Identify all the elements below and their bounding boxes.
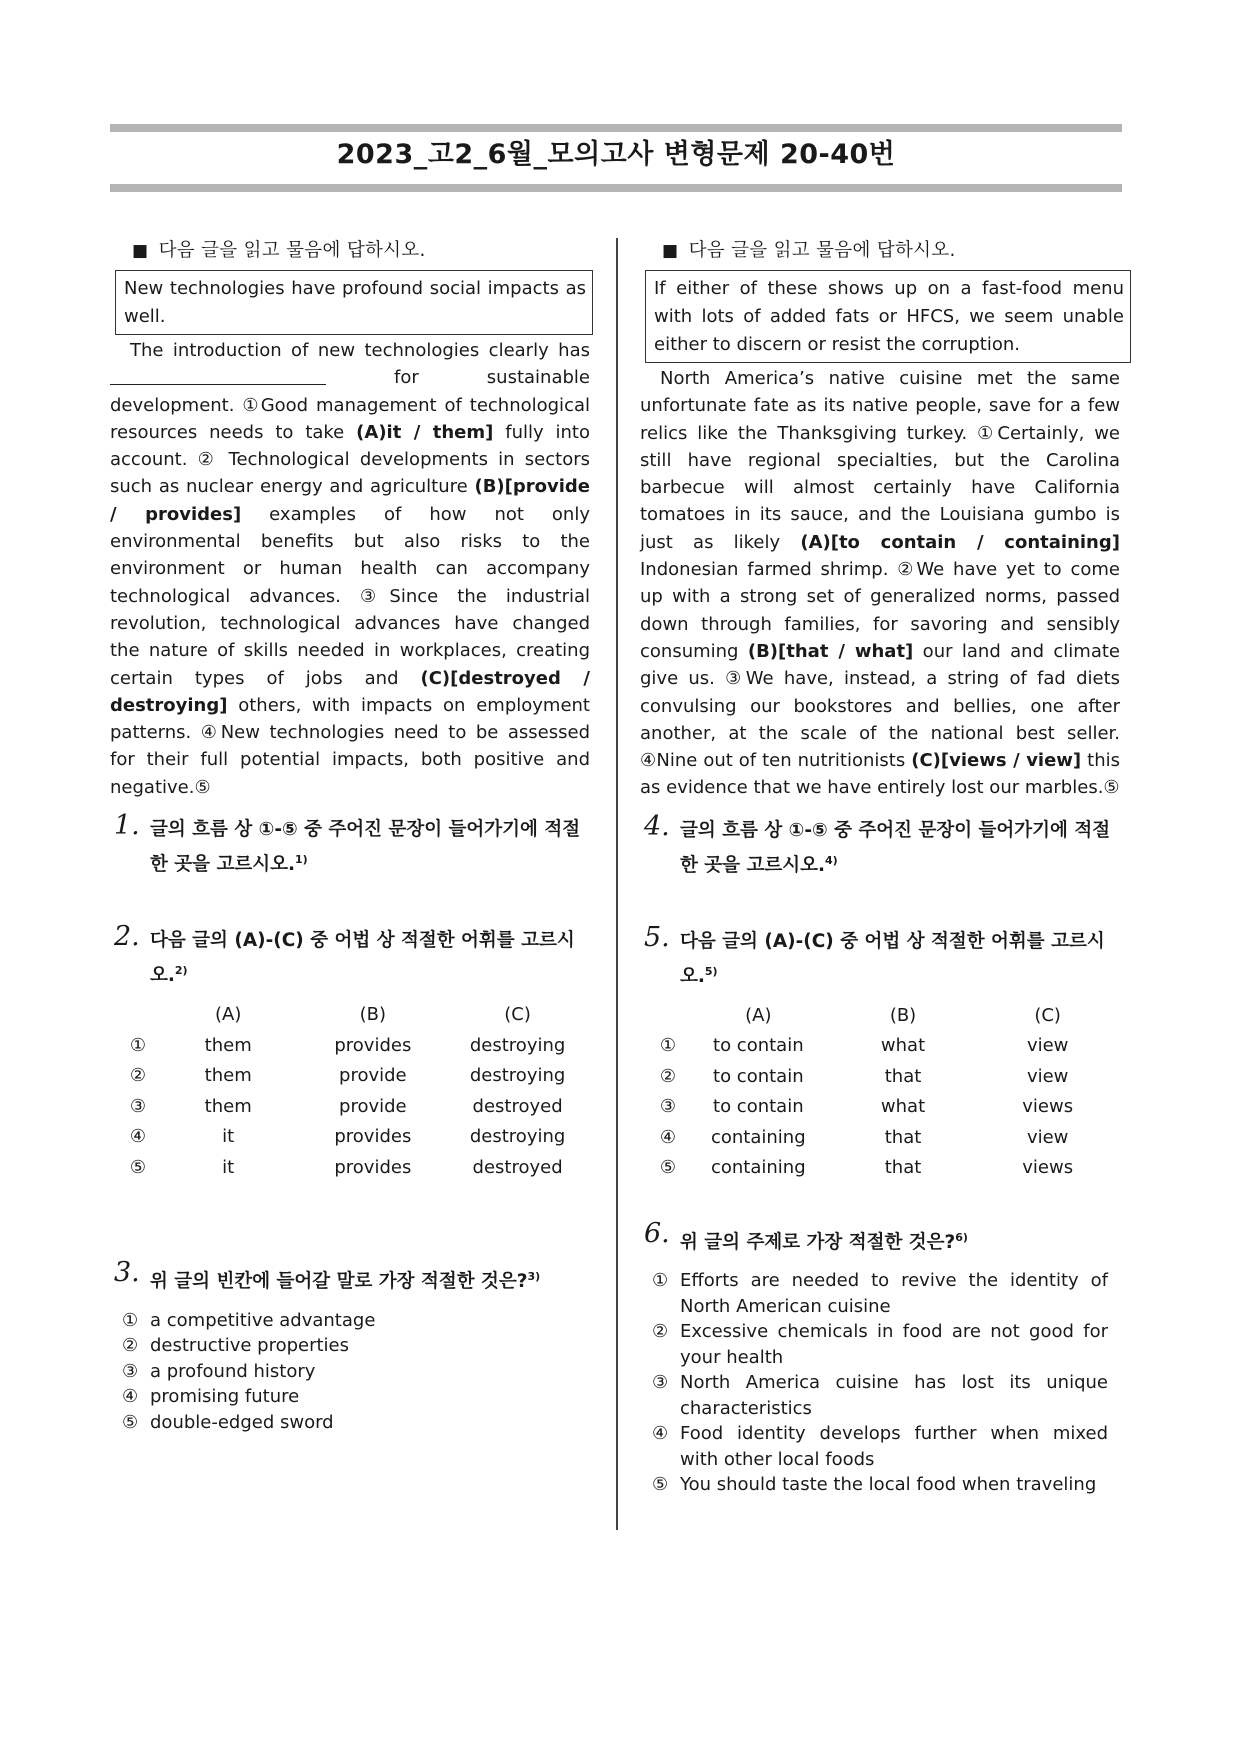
option-text: promising future <box>150 1386 300 1408</box>
option-text: destructive properties <box>150 1335 350 1357</box>
column-header: (A) <box>215 1004 242 1026</box>
passage-text: this as evidence that we have entirely lost our marbles.⑤ <box>640 750 1121 799</box>
table-cell: to contain <box>713 1065 804 1087</box>
option-mark: ⑤ <box>652 1474 669 1496</box>
option-text: Excessive chemicals in food are not good for your health <box>680 1321 1108 1368</box>
list-item <box>652 1472 1108 1498</box>
option-text: North America cuisine has lost its unique characteristics <box>680 1372 1108 1419</box>
given-sentence-box <box>115 270 593 335</box>
table-cell: view <box>1026 1065 1069 1087</box>
option-mark: ⑤ <box>122 1411 139 1433</box>
table-cell: that <box>884 1126 922 1148</box>
option-mark: ② <box>652 1321 669 1343</box>
option-text: double-edged sword <box>150 1411 334 1433</box>
right-column <box>640 236 1124 1498</box>
question-number: 1. <box>114 810 140 842</box>
table-cell: provide <box>339 1065 407 1087</box>
instruction <box>662 236 1120 262</box>
grammar-choice-c: (C)[destroyed / destroying] <box>110 667 590 716</box>
option-mark: ② <box>122 1335 139 1357</box>
list-item <box>122 1359 562 1385</box>
list-item <box>122 1308 562 1334</box>
table-cell: provides <box>334 1156 412 1178</box>
footnote-mark: 1) <box>295 853 308 867</box>
option-mark: ④ <box>129 1126 147 1148</box>
table-cell: provides <box>334 1126 412 1148</box>
table-cell: to contain <box>713 1096 804 1118</box>
table-row <box>120 1030 590 1061</box>
option-text: a profound history <box>150 1360 316 1382</box>
option-mark: ① <box>122 1309 139 1331</box>
table-cell: provide <box>339 1095 407 1117</box>
option-mark: ② <box>659 1065 677 1087</box>
passage-text: The introduction of new technologies clearly has <box>130 340 590 361</box>
table-cell: containing <box>710 1126 806 1148</box>
table-cell: that <box>884 1157 922 1179</box>
square-bullet-icon: ■ <box>132 241 149 261</box>
footnote-mark: 4) <box>825 853 838 867</box>
passage-text: examples of how not only environmental benefits but also risks to the environment or human health can accompany technological advances. ③Since the industrial revolution, technological advances have changed the nature of skills needed in workplaces, creating certain types of jobs and <box>110 503 590 689</box>
question-6 <box>640 1218 1120 1258</box>
table-row <box>650 1031 1120 1062</box>
option-mark: ③ <box>129 1095 147 1117</box>
option-mark: ④ <box>659 1126 677 1148</box>
given-sentence-box <box>645 270 1131 363</box>
option-mark: ③ <box>659 1096 677 1118</box>
table-cell: to contain <box>713 1035 804 1057</box>
question-text: 글의 흐름 상 ①-⑤ 중 주어진 문장이 들어가기에 적절한 곳을 고르시오. <box>680 819 1111 876</box>
question-text: 다음 글의 (A)-(C) 중 어법 상 적절한 어휘를 고르시오. <box>680 930 1105 988</box>
column-header: (C) <box>1034 1004 1061 1026</box>
footnote-mark: 3) <box>527 1270 541 1284</box>
option-mark: ① <box>659 1035 677 1057</box>
answer-blank <box>110 368 326 385</box>
page-title: 2023_고2_6월_모의고사 변형문제 20-40번 <box>336 139 896 170</box>
footnote-mark: 2) <box>174 964 188 978</box>
table-row <box>650 1122 1120 1153</box>
passage-text: for sustainable development. ①Good management of technological resources needs to take <box>110 367 590 443</box>
passage-text: others, with impacts on employment patterns. ④New technologies need to be assessed for their full potential impacts, both positive and negative.⑤ <box>110 694 590 798</box>
table-row <box>650 1061 1120 1092</box>
question-number: 6. <box>644 1218 670 1250</box>
passage-text: North America’s native cuisine met the same unfortunate fate as its native people, save for a few relics like the Thanksgiving turkey. ①Certainly, we still have regional specialties, but the Carolina barbecue will almost certainly have California tomatoes in its sauce, and the Louisiana gumbo is just as likely <box>640 368 1120 553</box>
option-text: Efforts are needed to revive the identity of North American cuisine <box>680 1270 1108 1317</box>
question-5 <box>640 921 1120 992</box>
question-number: 5. <box>644 921 670 953</box>
answer-options-table <box>650 1000 1120 1183</box>
table-cell: them <box>204 1065 252 1087</box>
question-number: 3. <box>114 1257 140 1289</box>
question-text: 위 글의 주제로 가장 적절한 것은? <box>680 1232 956 1254</box>
answer-choices <box>652 1268 1108 1498</box>
question-number: 4. <box>644 810 670 842</box>
grammar-choice-a: (A)it / them] <box>356 421 494 443</box>
footnote-mark: 5) <box>704 964 718 978</box>
table-cell: what <box>880 1035 926 1057</box>
list-item <box>652 1319 1108 1370</box>
table-cell: containing <box>710 1157 806 1179</box>
table-cell: it <box>222 1156 235 1178</box>
option-mark: ⑤ <box>129 1156 147 1178</box>
list-item <box>122 1410 562 1436</box>
column-header: (A) <box>745 1004 772 1026</box>
list-item <box>122 1384 562 1410</box>
option-mark: ⑤ <box>659 1157 677 1179</box>
table-cell: destroying <box>469 1126 566 1148</box>
title-top-rule <box>110 124 1122 132</box>
grammar-choice-b: (B)[that / what] <box>747 640 914 662</box>
option-text: Food identity develops further when mixed with other local foods <box>680 1423 1108 1470</box>
passage-text: Indonesian farmed shrimp. ②We have yet to come up with a strong set of generalized norms, passed down through families, for savoring and sensibly consuming <box>640 559 1120 662</box>
column-header: (B) <box>359 1004 387 1026</box>
table-cell: view <box>1026 1035 1069 1057</box>
column-header: (C) <box>504 1004 531 1026</box>
square-bullet-icon: ■ <box>662 241 679 261</box>
grammar-choice-b: (B)[provide / provides] <box>110 476 590 525</box>
table-row <box>120 1091 590 1122</box>
list-item <box>652 1421 1108 1472</box>
title-bottom-rule <box>110 184 1122 192</box>
question-2 <box>110 921 590 991</box>
passage <box>640 365 1120 802</box>
table-cell: views <box>1022 1096 1074 1118</box>
option-mark: ① <box>129 1034 147 1056</box>
grammar-choice-c: (C)[views / view] <box>911 750 1082 772</box>
option-mark: ③ <box>652 1372 669 1394</box>
passage-text: our land and climate give us. ③We have, instead, a string of fad diets convulsing our bookstores and bellies, one after another, at the scale of the national best seller. ④Nine out of ten nutritionists <box>640 640 1120 772</box>
table-row <box>650 1153 1120 1184</box>
option-text: a competitive advantage <box>150 1309 376 1331</box>
table-cell: provides <box>334 1034 412 1056</box>
question-number: 2. <box>114 921 140 953</box>
table-row <box>120 1152 590 1183</box>
left-column <box>110 236 590 1435</box>
table-row <box>120 1060 590 1091</box>
table-cell: them <box>204 1095 252 1117</box>
table-cell: destroying <box>469 1034 566 1056</box>
question-text: 글의 흐름 상 ①-⑤ 중 주어진 문장이 들어가기에 적절한 곳을 고르시오. <box>150 819 581 876</box>
table-cell: view <box>1026 1126 1069 1148</box>
question-4 <box>640 810 1120 881</box>
table-cell: destroyed <box>472 1095 563 1117</box>
table-cell: views <box>1022 1157 1074 1179</box>
table-header-row <box>650 1000 1120 1031</box>
question-text: 다음 글의 (A)-(C) 중 어법 상 적절한 어휘를 고르시오. <box>150 930 575 987</box>
instruction-text: 다음 글을 읽고 물음에 답하시오. <box>688 240 956 261</box>
list-item <box>122 1333 562 1359</box>
table-cell: it <box>222 1126 235 1148</box>
table-header-row <box>120 999 590 1030</box>
instruction <box>132 236 590 262</box>
column-divider <box>616 238 618 1530</box>
grammar-choice-a: (A)[to contain / containing] <box>800 531 1120 553</box>
option-mark: ④ <box>652 1423 669 1445</box>
answer-options-table <box>120 999 590 1182</box>
footnote-mark: 6) <box>955 1231 968 1245</box>
question-text: 위 글의 빈칸에 들어갈 말로 가장 적절한 것은? <box>150 1271 528 1293</box>
option-mark: ④ <box>122 1386 139 1408</box>
option-text: You should taste the local food when traveling <box>680 1474 1097 1496</box>
question-3 <box>110 1257 590 1297</box>
table-cell: that <box>884 1065 922 1087</box>
table-cell: destroying <box>469 1065 566 1087</box>
given-sentence: If either of these shows up on a fast-food menu with lots of added fats or HFCS, we seem unable either to discern or resist the corruption. <box>654 278 1124 355</box>
table-cell: them <box>204 1034 252 1056</box>
passage-text: fully into account. ② Technological developments in sectors such as nuclear energy and agriculture <box>110 421 591 498</box>
column-header: (B) <box>889 1004 917 1026</box>
table-row <box>650 1092 1120 1123</box>
instruction-text: 다음 글을 읽고 물음에 답하시오. <box>158 240 426 261</box>
table-cell: destroyed <box>472 1156 563 1178</box>
question-1 <box>110 810 590 880</box>
table-cell: what <box>880 1096 926 1118</box>
option-mark: ② <box>129 1065 147 1087</box>
given-sentence: New technologies have profound social impacts as well. <box>124 278 586 327</box>
table-row <box>120 1121 590 1152</box>
passage <box>110 337 590 801</box>
option-mark: ① <box>652 1270 669 1292</box>
list-item <box>652 1268 1108 1319</box>
option-mark: ③ <box>122 1360 139 1382</box>
answer-choices <box>122 1308 562 1436</box>
list-item <box>652 1370 1108 1421</box>
